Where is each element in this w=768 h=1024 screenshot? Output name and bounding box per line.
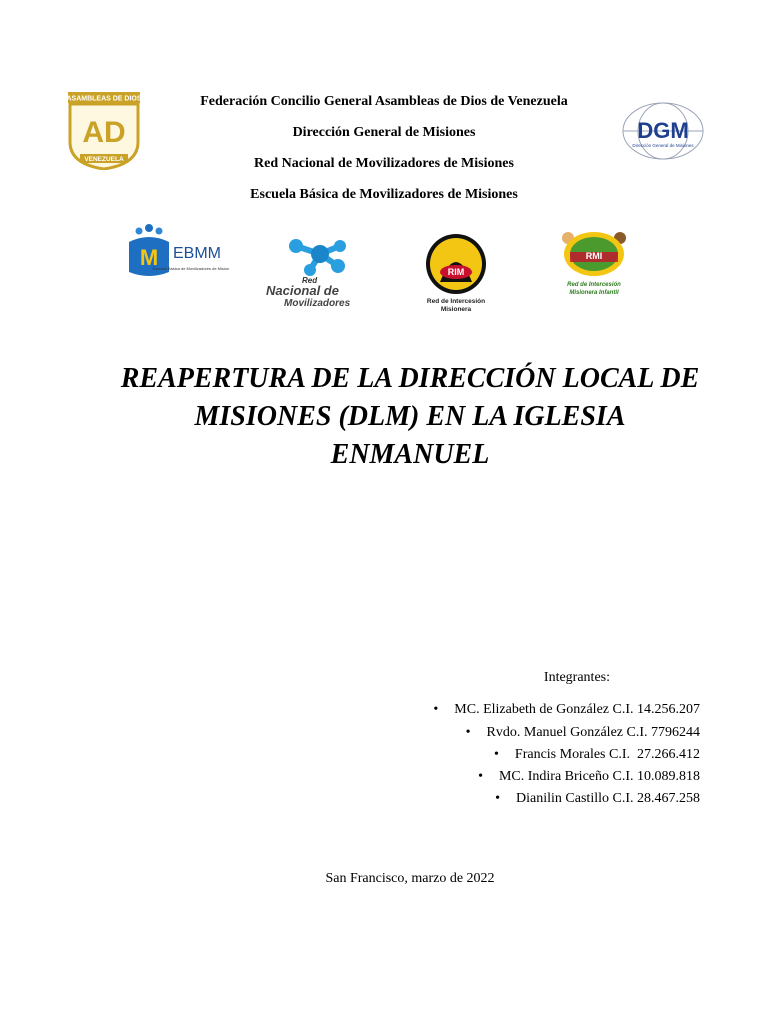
rim-logo xyxy=(415,232,497,314)
header-direction: Dirección General de Misiones xyxy=(292,125,476,140)
ad-logo-letters: AD xyxy=(82,116,126,149)
svg-text:M: M xyxy=(139,245,159,270)
bullet-icon: • xyxy=(433,702,439,717)
place-date: San Francisco, marzo de 2022 xyxy=(325,871,495,886)
member-item: • Dianilin Castillo C.I. 28.467.258 xyxy=(495,791,700,806)
bullet-icon: • xyxy=(495,791,501,806)
title-line1: REAPERTURA DE LA DIRECCIÓN LOCAL DE xyxy=(120,363,700,394)
red-nacional-movilizadores-logo xyxy=(262,232,366,310)
rmi-logo xyxy=(552,224,636,300)
rmi-logo-caption1: Red de Intercesión xyxy=(567,282,621,288)
member-item: • Francis Morales C.I. 27.266.412 xyxy=(494,747,700,762)
ad-logo-bottom-text: VENEZUELA xyxy=(84,156,124,163)
members-label: Integrantes: xyxy=(543,670,610,685)
ad-logo-top-text: ASAMBLEAS DE DIOS xyxy=(66,95,142,103)
header-network: Red Nacional de Movilizadores de Misiones xyxy=(254,156,514,171)
red-logo-line1: Red xyxy=(302,276,318,285)
rim-logo-caption1: Red de Intercesión xyxy=(426,298,486,305)
dgm-logo-letters: DGM xyxy=(637,118,689,143)
header-school: Escuela Básica de Movilizadores de Misiones xyxy=(250,187,518,202)
dgm-logo-subtitle: Dirección General de Misiones xyxy=(632,143,694,148)
asambleas-de-dios-logo xyxy=(66,92,142,170)
ebmm-logo-letters: EBMM xyxy=(173,245,221,262)
header-federation: Federación Concilio General Asambleas de Dios de Venezuela xyxy=(200,94,568,109)
dgm-logo xyxy=(620,100,706,162)
bullet-icon: • xyxy=(478,769,483,784)
ebmm-logo xyxy=(125,220,229,282)
title-line3: ENMANUEL xyxy=(330,439,490,470)
bullet-icon: • xyxy=(465,725,471,740)
rim-logo-letters: RIM xyxy=(447,267,465,277)
title-line2: MISIONES (DLM) EN LA IGLESIA xyxy=(194,401,626,432)
rim-logo-caption2: Misionera xyxy=(440,306,472,313)
bullet-icon: • xyxy=(494,747,499,762)
member-item: • Rvdo. Manuel González C.I. 7796244 xyxy=(465,725,700,740)
member-item: • MC. Indira Briceño C.I. 10.089.818 xyxy=(478,769,700,784)
red-logo-line3: Movilizadores xyxy=(284,298,351,309)
member-item: • MC. Elizabeth de González C.I. 14.256.207 xyxy=(433,702,700,717)
rmi-logo-letters: RMI xyxy=(585,251,603,261)
document-title xyxy=(80,360,740,474)
red-logo-line2: Nacional de xyxy=(266,283,339,298)
rmi-logo-caption2: Misionera Infantil xyxy=(569,290,619,296)
ebmm-logo-subtitle: Escuela Básica de Movilizadores de Misiones xyxy=(152,266,229,271)
